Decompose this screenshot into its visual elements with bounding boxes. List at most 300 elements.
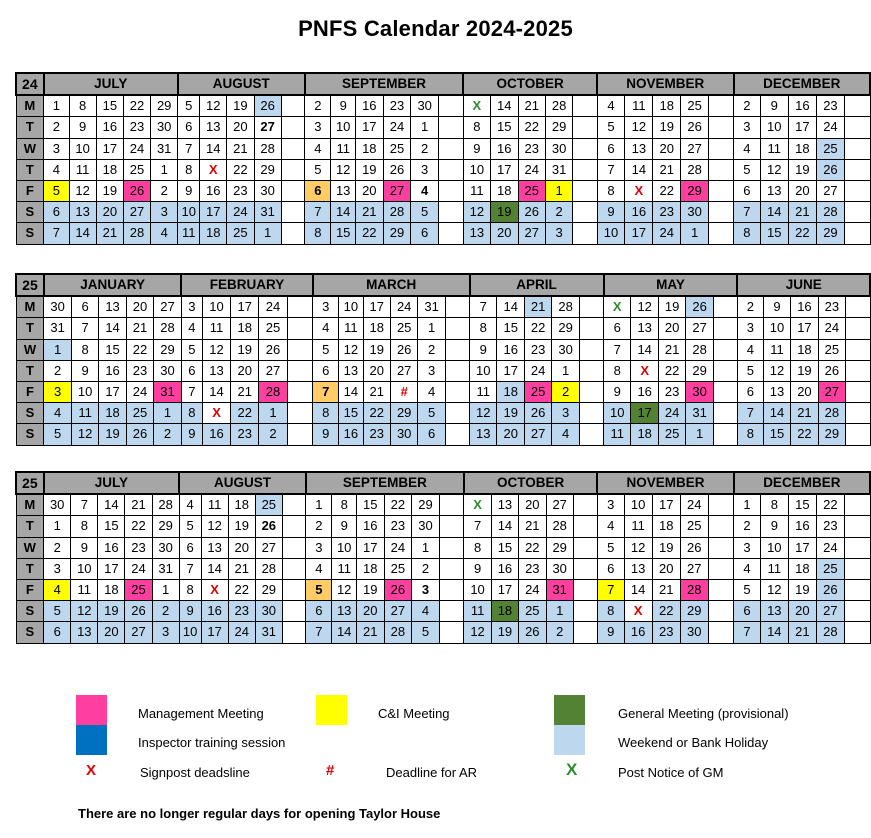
date-cell: 23	[524, 339, 551, 360]
date-cell: 29	[383, 223, 411, 244]
management-meeting-swatch	[76, 695, 107, 725]
date-cell: 14	[625, 159, 653, 180]
date-cell: 1	[152, 579, 179, 600]
date-cell: 29	[680, 601, 708, 622]
empty-cell	[579, 318, 603, 339]
empty-cell	[439, 95, 464, 117]
general-meeting-label: General Meeting (provisional)	[618, 706, 789, 721]
date-cell: 30	[151, 117, 178, 138]
post-notice-gm-label: Post Notice of GM	[618, 765, 724, 780]
empty-cell	[445, 381, 469, 402]
date-cell: 29	[818, 424, 845, 445]
weekday-label: T	[16, 117, 44, 138]
date-cell: 13	[332, 601, 357, 622]
date-cell: 21	[125, 494, 152, 516]
empty-cell	[573, 202, 597, 223]
date-cell: 30	[44, 296, 71, 318]
date-cell: 7	[305, 202, 331, 223]
empty-cell	[708, 622, 733, 643]
date-cell: 26	[524, 403, 551, 424]
empty-cell	[844, 494, 870, 516]
date-cell: 17	[201, 622, 228, 643]
date-cell: 9	[69, 117, 96, 138]
weekday-label: T	[16, 159, 44, 180]
date-cell: 15	[491, 117, 518, 138]
date-cell: 1	[259, 403, 287, 424]
date-cell: 11	[178, 223, 200, 244]
date-cell: 26	[680, 537, 708, 558]
date-cell: 30	[546, 558, 573, 579]
date-cell: 28	[254, 138, 281, 159]
date-cell: 14	[331, 202, 356, 223]
date-cell: 29	[412, 494, 440, 516]
empty-cell	[573, 117, 597, 138]
date-cell: 15	[763, 424, 790, 445]
date-cell: 28	[818, 403, 845, 424]
date-cell: 20	[98, 622, 125, 643]
date-cell: 4	[179, 494, 201, 516]
date-cell: 18	[363, 318, 390, 339]
date-cell: 29	[545, 117, 572, 138]
date-cell: 9	[313, 424, 339, 445]
date-cell: 16	[202, 424, 230, 445]
date-cell: 27	[546, 494, 573, 516]
date-cell: 30	[552, 339, 579, 360]
empty-cell	[846, 339, 870, 360]
date-cell: 2	[306, 516, 332, 537]
date-cell: 2	[44, 117, 69, 138]
empty-cell	[844, 180, 870, 201]
date-cell: 11	[463, 180, 490, 201]
date-cell: 29	[254, 159, 281, 180]
date-cell: 7	[464, 516, 491, 537]
date-cell: 27	[259, 360, 287, 381]
date-cell: 13	[763, 381, 790, 402]
date-cell: 25	[818, 339, 845, 360]
date-cell: 11	[464, 601, 491, 622]
date-cell: 12	[631, 296, 658, 318]
date-cell: 16	[339, 424, 363, 445]
date-cell: 1	[545, 180, 572, 201]
date-cell: 25	[255, 494, 282, 516]
date-cell: 3	[412, 579, 440, 600]
date-cell: 2	[552, 381, 579, 402]
weekday-label: M	[16, 296, 44, 318]
empty-cell	[282, 622, 306, 643]
empty-cell	[439, 622, 464, 643]
date-cell: 6	[71, 296, 98, 318]
date-cell: 14	[760, 622, 788, 643]
date-cell: 6	[604, 318, 631, 339]
date-cell: 6	[418, 424, 445, 445]
date-cell: 22	[791, 424, 818, 445]
empty-cell	[844, 202, 870, 223]
date-cell: 24	[390, 296, 417, 318]
date-cell: 29	[154, 339, 181, 360]
date-cell: 24	[519, 579, 546, 600]
date-cell: 17	[355, 117, 383, 138]
date-cell: 24	[125, 558, 152, 579]
empty-cell	[713, 424, 737, 445]
empty-cell	[573, 622, 597, 643]
date-cell: 21	[788, 622, 816, 643]
weekend-holiday-swatch	[554, 725, 585, 755]
empty-cell	[439, 117, 464, 138]
date-cell: 18	[98, 579, 125, 600]
empty-cell	[287, 381, 313, 402]
empty-cell	[573, 159, 597, 180]
date-cell: 9	[71, 360, 98, 381]
management-meeting-label: Management Meeting	[138, 706, 264, 721]
date-cell: 5	[737, 360, 763, 381]
empty-cell	[713, 318, 737, 339]
empty-cell	[573, 223, 597, 244]
date-cell: 20	[788, 180, 816, 201]
date-cell: 10	[178, 202, 200, 223]
date-cell: 15	[356, 494, 384, 516]
date-cell: 13	[624, 558, 652, 579]
date-cell: 2	[259, 424, 287, 445]
date-cell: 18	[788, 558, 816, 579]
date-cell: 2	[152, 601, 179, 622]
date-cell: 12	[201, 516, 228, 537]
date-cell: 27	[390, 360, 417, 381]
date-cell: 7	[597, 159, 625, 180]
date-cell: 4	[306, 558, 332, 579]
date-cell: 13	[625, 138, 653, 159]
empty-cell	[579, 381, 603, 402]
date-cell: 8	[305, 223, 331, 244]
date-cell: 22	[227, 159, 254, 180]
date-cell: 12	[332, 579, 357, 600]
date-cell: 21	[658, 339, 685, 360]
date-cell: 27	[123, 202, 150, 223]
date-cell: 5	[734, 579, 761, 600]
date-cell: 12	[339, 339, 363, 360]
date-cell: 30	[680, 622, 708, 643]
date-cell: 23	[818, 296, 845, 318]
inspector-training-label: Inspector training session	[138, 735, 286, 750]
empty-cell	[439, 558, 464, 579]
date-cell: 6	[178, 117, 200, 138]
date-cell: 10	[69, 138, 96, 159]
date-cell: 12	[202, 339, 230, 360]
date-cell: 27	[154, 296, 181, 318]
date-cell: 24	[653, 223, 681, 244]
date-cell: 6	[734, 601, 761, 622]
date-cell: 18	[355, 138, 383, 159]
date-cell: 2	[44, 360, 71, 381]
date-cell: 7	[597, 579, 624, 600]
date-cell: 31	[152, 558, 179, 579]
date-cell: 16	[624, 622, 652, 643]
month-header: OCTOBER	[464, 472, 598, 494]
date-cell: 12	[463, 202, 490, 223]
date-cell: 22	[652, 601, 680, 622]
date-cell: 18	[491, 180, 518, 201]
date-cell: 30	[254, 180, 281, 201]
date-cell: 27	[681, 138, 709, 159]
date-cell: 19	[98, 601, 125, 622]
calendar-block-2024h2	[15, 72, 871, 245]
general-meeting-swatch	[554, 695, 585, 725]
date-cell: 18	[99, 403, 126, 424]
date-cell: 28	[255, 558, 282, 579]
empty-cell	[709, 138, 734, 159]
date-cell: 18	[791, 339, 818, 360]
empty-cell	[709, 95, 734, 117]
date-cell: 17	[497, 360, 524, 381]
date-cell: 13	[339, 360, 363, 381]
empty-cell	[287, 296, 313, 318]
date-cell: 7	[71, 318, 98, 339]
date-cell: 11	[760, 558, 788, 579]
date-cell: 22	[788, 223, 816, 244]
date-cell: 21	[652, 579, 680, 600]
empty-cell	[844, 95, 870, 117]
date-cell: 15	[339, 403, 363, 424]
date-cell: 19	[658, 296, 685, 318]
date-cell: 3	[552, 403, 579, 424]
date-cell: 15	[331, 223, 356, 244]
date-cell: 23	[519, 558, 546, 579]
date-cell: 21	[228, 558, 255, 579]
empty-cell	[439, 601, 464, 622]
date-cell: 3	[152, 622, 179, 643]
date-cell: 12	[625, 117, 653, 138]
date-cell: 23	[384, 516, 412, 537]
date-cell: 1	[154, 403, 181, 424]
date-cell: 28	[383, 202, 411, 223]
date-cell: 20	[653, 138, 681, 159]
empty-cell	[439, 159, 464, 180]
month-header: AUGUST	[178, 73, 305, 95]
date-cell: 8	[178, 159, 200, 180]
date-cell: 8	[470, 318, 497, 339]
date-cell: 10	[597, 223, 625, 244]
date-cell: 16	[631, 381, 658, 402]
signpost-deadline-label: Signpost deadsline	[140, 765, 250, 780]
date-cell: 30	[255, 601, 282, 622]
empty-cell	[282, 579, 306, 600]
date-cell: 12	[331, 159, 356, 180]
empty-cell	[439, 223, 464, 244]
date-cell: 27	[816, 180, 844, 201]
date-cell: 29	[546, 537, 573, 558]
date-cell: 23	[518, 138, 545, 159]
date-cell: 5	[734, 159, 761, 180]
date-cell: 9	[597, 202, 625, 223]
date-cell: 12	[464, 622, 491, 643]
date-cell: 3	[597, 494, 624, 516]
date-cell: 28	[816, 622, 844, 643]
date-cell: 25	[680, 516, 708, 537]
date-cell: 22	[231, 403, 259, 424]
date-cell: 18	[497, 381, 524, 402]
date-cell: 20	[356, 601, 384, 622]
date-cell: 2	[418, 339, 445, 360]
date-cell: 2	[546, 622, 573, 643]
empty-cell	[709, 117, 734, 138]
date-cell: 13	[760, 601, 788, 622]
date-cell: 5	[179, 516, 201, 537]
date-cell: 23	[126, 360, 153, 381]
empty-cell	[846, 381, 870, 402]
year-label: 25	[16, 274, 44, 296]
date-cell: 27	[818, 381, 845, 402]
date-cell: 24	[658, 403, 685, 424]
date-cell: 10	[463, 159, 490, 180]
date-cell: 1	[411, 117, 439, 138]
empty-cell	[445, 403, 469, 424]
empty-cell	[844, 138, 870, 159]
empty-cell	[573, 537, 597, 558]
weekend-holiday-label: Weekend or Bank Holiday	[618, 735, 769, 750]
ar-hash-icon: #	[326, 762, 335, 779]
date-cell: 2	[151, 180, 178, 201]
date-cell: 29	[255, 579, 282, 600]
empty-cell	[287, 339, 313, 360]
date-cell: 8	[463, 117, 490, 138]
date-cell: 24	[126, 381, 153, 402]
date-cell: 3	[151, 202, 178, 223]
date-cell: 9	[597, 622, 624, 643]
date-cell: 31	[418, 296, 445, 318]
date-cell: 7	[181, 381, 202, 402]
date-cell: 13	[201, 537, 228, 558]
date-cell: 13	[69, 202, 96, 223]
marker-cell: X	[624, 601, 652, 622]
month-header: DECEMBER	[734, 472, 870, 494]
date-cell: 13	[470, 424, 497, 445]
date-cell: 18	[652, 516, 680, 537]
date-cell: 17	[491, 159, 518, 180]
year-label: 24	[16, 73, 44, 95]
empty-cell	[439, 537, 464, 558]
month-header: SEPTEMBER	[306, 472, 464, 494]
date-cell: 11	[331, 138, 356, 159]
empty-cell	[844, 516, 870, 537]
date-cell: 14	[491, 95, 518, 117]
empty-cell	[713, 381, 737, 402]
month-header: FEBRUARY	[181, 274, 313, 296]
date-cell: 1	[306, 494, 332, 516]
date-cell: 7	[734, 202, 761, 223]
date-cell: 13	[99, 296, 126, 318]
date-cell: 28	[154, 318, 181, 339]
date-cell: 8	[597, 180, 625, 201]
date-cell: 29	[151, 95, 178, 117]
date-cell: 6	[597, 558, 624, 579]
date-cell: 16	[201, 601, 228, 622]
date-cell: 31	[151, 138, 178, 159]
empty-cell	[708, 537, 733, 558]
date-cell: 8	[734, 223, 761, 244]
date-cell: 25	[816, 138, 844, 159]
date-cell: 13	[631, 318, 658, 339]
date-cell: 16	[99, 360, 126, 381]
empty-cell	[846, 403, 870, 424]
empty-cell	[281, 95, 305, 117]
date-cell: 21	[524, 296, 551, 318]
date-cell: 16	[788, 516, 816, 537]
date-cell: 16	[625, 202, 653, 223]
date-cell: 17	[652, 494, 680, 516]
date-cell: 20	[355, 180, 383, 201]
date-cell: 5	[313, 339, 339, 360]
date-cell: 9	[71, 537, 98, 558]
date-cell: 2	[734, 516, 761, 537]
date-cell: 10	[179, 622, 201, 643]
empty-cell	[844, 579, 870, 600]
date-cell: 4	[313, 318, 339, 339]
date-cell: 20	[96, 202, 123, 223]
date-cell: 20	[491, 223, 518, 244]
date-cell: 11	[339, 318, 363, 339]
date-cell: 13	[491, 494, 518, 516]
date-cell: 19	[356, 579, 384, 600]
date-cell: 21	[788, 202, 816, 223]
date-cell: 28	[680, 579, 708, 600]
date-cell: 17	[356, 537, 384, 558]
date-cell: 22	[518, 117, 545, 138]
date-cell: 27	[816, 601, 844, 622]
calendar-block-2025h2	[15, 471, 871, 644]
date-cell: 13	[200, 117, 227, 138]
date-cell: 4	[734, 558, 761, 579]
weekday-label: T	[16, 318, 44, 339]
date-cell: 3	[305, 117, 331, 138]
date-cell: 31	[44, 318, 71, 339]
date-cell: 20	[497, 424, 524, 445]
date-cell: 22	[126, 339, 153, 360]
month-header: NOVEMBER	[597, 73, 734, 95]
marker-cell: #	[390, 381, 417, 402]
date-cell: 17	[231, 296, 259, 318]
date-cell: 9	[760, 516, 788, 537]
month-header: NOVEMBER	[597, 472, 733, 494]
date-cell: 3	[411, 159, 439, 180]
date-cell: 19	[355, 159, 383, 180]
date-cell: 21	[653, 159, 681, 180]
date-cell: 31	[255, 622, 282, 643]
date-cell: 31	[154, 381, 181, 402]
month-header: OCTOBER	[463, 73, 597, 95]
date-cell: 28	[546, 516, 573, 537]
date-cell: 17	[363, 296, 390, 318]
date-cell: 23	[125, 537, 152, 558]
marker-cell: X	[464, 494, 491, 516]
date-cell: 22	[355, 223, 383, 244]
empty-cell	[846, 360, 870, 381]
date-cell: 27	[686, 318, 713, 339]
ci-meeting-label: C&I Meeting	[378, 706, 450, 721]
weekday-label: S	[16, 202, 44, 223]
empty-cell	[573, 180, 597, 201]
date-cell: 31	[546, 579, 573, 600]
date-cell: 19	[653, 117, 681, 138]
date-cell: 2	[412, 558, 440, 579]
date-cell: 27	[255, 537, 282, 558]
weekday-label: S	[16, 223, 44, 244]
empty-cell	[287, 360, 313, 381]
date-cell: 4	[734, 138, 761, 159]
date-cell: 25	[519, 601, 546, 622]
month-header: JUNE	[737, 274, 870, 296]
date-cell: 25	[816, 558, 844, 579]
date-cell: 13	[760, 180, 788, 201]
date-cell: 18	[228, 494, 255, 516]
